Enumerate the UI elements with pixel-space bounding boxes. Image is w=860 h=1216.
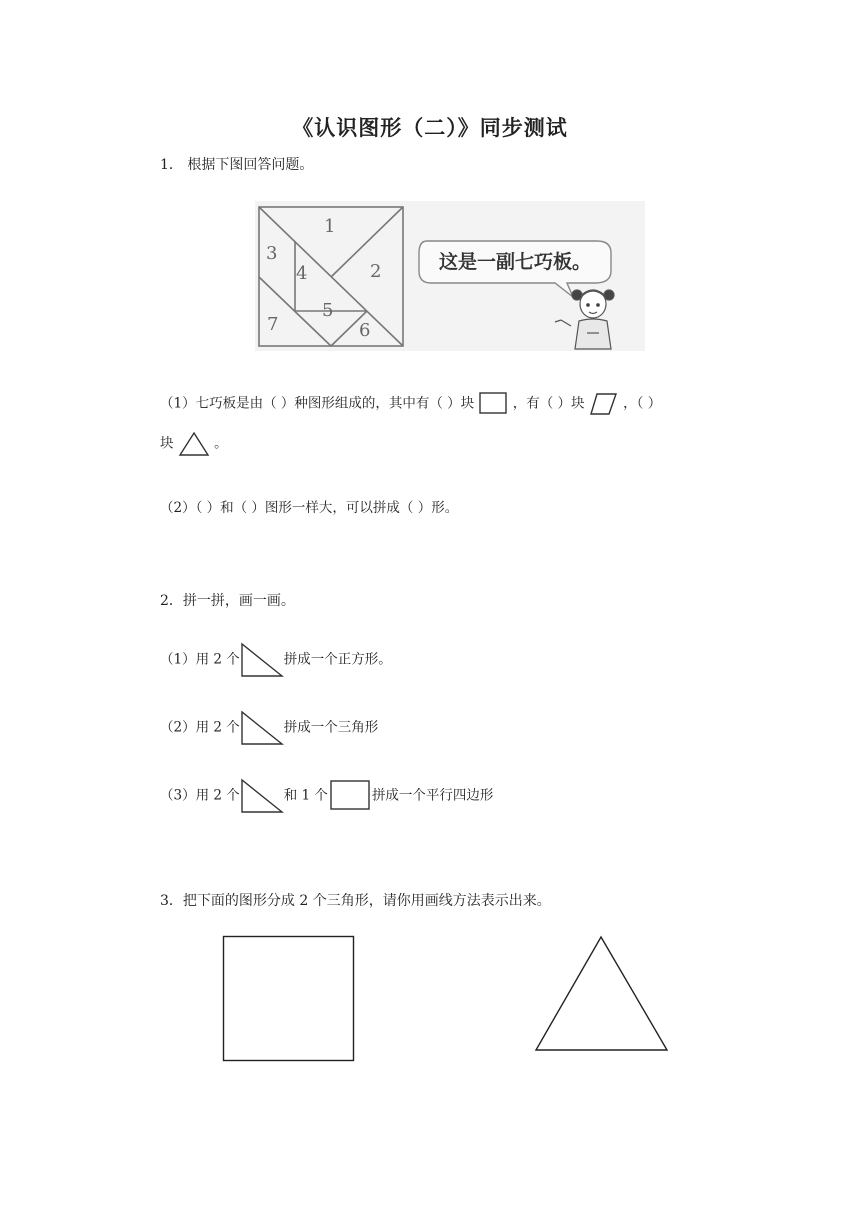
page-title: 《认识图形（二）》同步测试 — [292, 115, 568, 140]
q1-part1-text-c: ，（ ） — [623, 395, 662, 412]
q1-part1-text-e: 。 — [214, 435, 228, 452]
q1-part1-text-a: （1）七巧板是由（ ）种图形组成的，其中有（ ）块 — [160, 395, 475, 412]
q1-part2: （2）（ ）和（ ）图形一样大，可以拼成（ ）形。 — [160, 500, 459, 516]
q1-part1-text-d: 块 — [160, 435, 174, 452]
q3-square-shape — [222, 935, 356, 1063]
tangram-label-6: 6 — [359, 320, 371, 341]
tangram-figure — [255, 201, 645, 351]
question-1-heading: 1． 根据下图回答问题。 — [160, 157, 314, 173]
tangram-label-3: 3 — [266, 243, 278, 264]
q2-item-2 — [160, 710, 378, 746]
parallelogram-icon — [589, 391, 619, 417]
tangram-label-7: 7 — [267, 314, 279, 335]
q1-part1-line1 — [160, 391, 661, 417]
q2-item-3-suffix: 拼成一个平行四边形 — [371, 787, 494, 804]
right-triangle-icon — [240, 710, 284, 746]
tangram-label-5: 5 — [322, 300, 334, 321]
question-3-heading: 3．把下面的图形分成 2 个三角形，请你用画线方法表示出来。 — [160, 893, 551, 909]
question-2-heading: 2．拼一拼，画一画。 — [160, 593, 295, 609]
tangram-label-4: 4 — [296, 263, 308, 284]
tangram-label-2: 2 — [370, 261, 382, 282]
square-icon — [328, 779, 372, 813]
q2-item-1-prefix: （1）用 2 个 — [160, 651, 240, 668]
square-icon — [478, 391, 508, 417]
right-triangle-icon — [240, 642, 284, 678]
q2-item-1-suffix: 拼成一个正方形。 — [283, 651, 392, 668]
right-triangle-icon — [240, 778, 284, 814]
q1-part1-text-b: ，有（ ）块 — [512, 395, 585, 412]
q2-item-2-prefix: （2）用 2 个 — [160, 719, 240, 736]
tangram-label-1: 1 — [324, 216, 336, 237]
speech-bubble-text: 这是一副七巧板。 — [438, 251, 592, 273]
q2-item-1 — [160, 642, 392, 678]
triangle-icon — [178, 430, 210, 458]
q2-item-2-suffix: 拼成一个三角形 — [283, 719, 379, 736]
q2-item-3-middle: 和 1 个 — [283, 787, 328, 804]
q2-item-3 — [160, 778, 493, 814]
q2-item-3-prefix: （3）用 2 个 — [160, 787, 240, 804]
q1-part1-line2 — [160, 430, 228, 458]
q3-triangle-shape — [534, 934, 670, 1052]
